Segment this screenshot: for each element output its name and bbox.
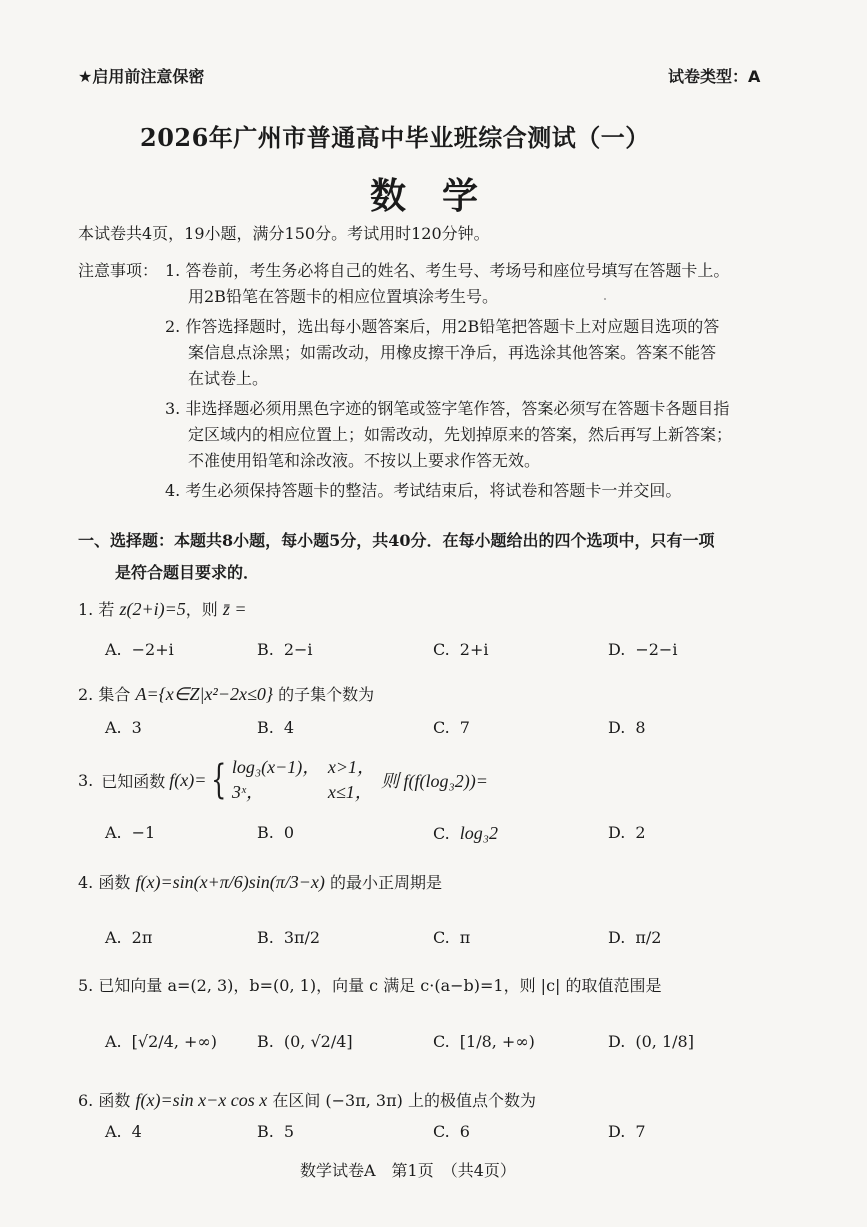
q2-number: 2. <box>78 685 94 704</box>
q5-option-b[interactable] <box>257 1032 353 1051</box>
q5-option-d[interactable] <box>608 1032 694 1051</box>
q3-pre: 已知函数 <box>101 771 166 791</box>
q6-expr: f(x)=sin x−x cos x <box>135 1090 268 1110</box>
q2-pre: 集合 <box>98 685 131 704</box>
option-label: A. <box>105 718 122 737</box>
option-value: π <box>459 928 471 947</box>
option-label: C. <box>433 640 450 659</box>
option-label: A. <box>105 1032 122 1051</box>
q6-post: 在区间 (−3π, 3π) 上的极值点个数为 <box>272 1091 536 1110</box>
option-label: B. <box>257 718 274 737</box>
q1-post: z̄ = <box>222 599 247 619</box>
option-label: D. <box>608 1032 626 1051</box>
question-2 <box>78 682 374 705</box>
option-label: A. <box>105 928 122 947</box>
q5-option-c[interactable] <box>433 1032 535 1051</box>
left-brace-glyph: { <box>211 757 227 803</box>
option-label: C. <box>433 824 450 843</box>
exam-intro: 本试卷共4页，19小题，满分150分。考试用时120分钟。 <box>78 224 490 243</box>
q1-pre: 若 <box>98 600 115 619</box>
option-label: D. <box>608 640 626 659</box>
question-5 <box>78 973 662 996</box>
option-value: 7 <box>459 718 470 737</box>
page-footer: 数学试卷A 第1页 （共4页） <box>300 1161 516 1180</box>
q2-option-b[interactable] <box>257 718 294 737</box>
q1-option-c[interactable] <box>433 640 488 659</box>
q3-option-d[interactable] <box>608 823 646 842</box>
option-value: −1 <box>131 823 156 842</box>
option-label: A. <box>105 1122 122 1141</box>
option-label: B. <box>257 1122 274 1141</box>
option-label: A. <box>105 640 122 659</box>
section-1-heading-cont: 是符合题目要求的． <box>115 563 260 582</box>
q6-number: 6. <box>78 1091 94 1110</box>
q4-number: 4. <box>78 873 94 892</box>
q4-post: 的最小正周期是 <box>329 873 442 892</box>
option-value: 3π/2 <box>283 928 321 947</box>
option-value: 4 <box>131 1122 142 1141</box>
option-value: π/2 <box>635 928 662 947</box>
q2-option-c[interactable] <box>433 718 470 737</box>
option-value: 5 <box>283 1122 295 1141</box>
q1-expr: z(2+i)=5 <box>119 599 186 619</box>
q3-option-b[interactable] <box>257 823 294 842</box>
option-value: 2 <box>635 823 646 842</box>
note-2-line-1: 2. 作答选择题时，选出每小题答案后，用2B铅笔把答题卡上对应题目选项的答 <box>165 317 720 336</box>
q6-option-c[interactable] <box>433 1122 470 1141</box>
q4-option-a[interactable] <box>105 928 152 947</box>
q3-piecewise <box>232 755 375 805</box>
q4-option-d[interactable] <box>608 928 661 947</box>
confidential-label: ★启用前注意保密 <box>78 67 205 86</box>
option-label: C. <box>433 928 450 947</box>
option-value: 6 <box>459 1122 470 1141</box>
note-3-line-1: 3. 非选择题必须用黑色字迹的钢笔或签字笔作答，答案必须写在答题卡各题目指 <box>165 399 730 418</box>
q5-option-a[interactable] <box>105 1032 217 1051</box>
option-label: D. <box>608 823 626 842</box>
question-3 <box>78 755 488 805</box>
q2-option-a[interactable] <box>105 718 142 737</box>
option-value: −2+i <box>131 640 174 659</box>
note-4-line-1: 4. 考生必须保持答题卡的整洁。考试结束后，将试卷和答题卡一并交回。 <box>165 481 682 500</box>
option-label: B. <box>257 640 274 659</box>
option-value: 8 <box>635 718 646 737</box>
q5-number: 5. <box>78 976 94 995</box>
q6-option-d[interactable] <box>608 1122 646 1141</box>
option-label: B. <box>257 1032 274 1051</box>
option-label: A. <box>105 823 122 842</box>
q1-number: 1. <box>78 600 94 619</box>
q2-option-d[interactable] <box>608 718 646 737</box>
q3-f: f(x)= <box>169 769 207 790</box>
q3-case-2: 3ˣ， <box>231 782 264 802</box>
subject-title: 数 学 <box>370 176 479 217</box>
q6-option-a[interactable] <box>105 1122 142 1141</box>
q3-number: 3. <box>78 770 94 790</box>
option-label: D. <box>608 1122 626 1141</box>
note-3-line-3: 不准使用铅笔和涂改液。不按以上要求作答无效。 <box>188 451 541 470</box>
option-value: log₃2 <box>459 823 499 843</box>
option-label: C. <box>433 1032 450 1051</box>
option-value: 3 <box>131 718 142 737</box>
q1-mid: ，则 <box>185 600 218 619</box>
option-value: 2−i <box>283 640 313 659</box>
question-6 <box>78 1088 536 1111</box>
paper-type-label: 试卷类型：A <box>668 67 761 86</box>
q4-option-c[interactable] <box>433 928 470 947</box>
q4-expr: f(x)=sin(x+π/6)sin(π/3−x) <box>135 872 325 892</box>
q5-text: 已知向量 a=(2, 3)，b=(0, 1)，向量 c 满足 c·(a−b)=1，则 |c| 的取值范围是 <box>98 976 662 995</box>
q6-pre: 函数 <box>98 1091 131 1110</box>
q4-pre: 函数 <box>98 873 131 892</box>
option-label: B. <box>257 823 274 842</box>
notes-label: 注意事项： <box>78 261 159 280</box>
note-1-line-1: 1. 答卷前，考生务必将自己的姓名、考生号、考场号和座位号填写在答题卡上。 <box>165 261 730 280</box>
exam-title: 2026年广州市普通高中毕业班综合测试（一） <box>140 123 650 152</box>
option-label: C. <box>433 1122 450 1141</box>
q3-case-1: log₃(x−1)， <box>231 757 321 777</box>
option-value: 7 <box>635 1122 646 1141</box>
option-value: [√2/4, +∞) <box>131 1032 217 1051</box>
option-value: 2π <box>131 928 153 947</box>
question-1 <box>78 597 247 620</box>
q3-cond-1: x>1， <box>327 757 375 777</box>
q6-option-b[interactable] <box>257 1122 294 1141</box>
option-value: 4 <box>283 718 295 737</box>
q4-option-b[interactable] <box>257 928 320 947</box>
q3-cond-2: x≤1， <box>327 782 373 802</box>
note-3-line-2: 定区域内的相应位置上；如需改动，先划掉原来的答案，然后再写上新答案； <box>188 425 733 444</box>
option-value: 2+i <box>459 640 489 659</box>
question-4 <box>78 870 442 893</box>
section-1-heading: 一、选择题：本题共8小题，每小题5分，共40分．在每小题给出的四个选项中，只有一项 <box>78 531 715 550</box>
option-label: B. <box>257 928 274 947</box>
speck-mark <box>604 298 606 300</box>
q1-option-d[interactable] <box>608 640 677 659</box>
option-label: D. <box>608 718 626 737</box>
option-value: [1/8, +∞) <box>459 1032 535 1051</box>
note-2-line-2: 案信息点涂黑；如需改动，用橡皮擦干净后，再选涂其他答案。答案不能答 <box>188 343 717 362</box>
note-1-line-2: 用2B铅笔在答题卡的相应位置填涂考生号。 <box>188 287 498 306</box>
q1-option-a[interactable] <box>105 640 174 659</box>
option-value: (0, √2/4] <box>283 1032 353 1051</box>
q3-post: 则 f(f(log₃2))= <box>381 771 488 791</box>
q1-option-b[interactable] <box>257 640 313 659</box>
q3-option-a[interactable] <box>105 823 155 842</box>
option-value: −2−i <box>635 640 678 659</box>
q2-expr: A={x∈Z|x²−2x≤0} <box>135 684 274 704</box>
note-2-line-3: 在试卷上。 <box>188 369 269 388</box>
option-label: C. <box>433 718 450 737</box>
option-value: (0, 1/8] <box>635 1032 694 1051</box>
option-label: D. <box>608 928 626 947</box>
option-value: 0 <box>283 823 295 842</box>
q2-post: 的子集个数为 <box>278 685 375 704</box>
q3-option-c[interactable] <box>433 823 498 844</box>
